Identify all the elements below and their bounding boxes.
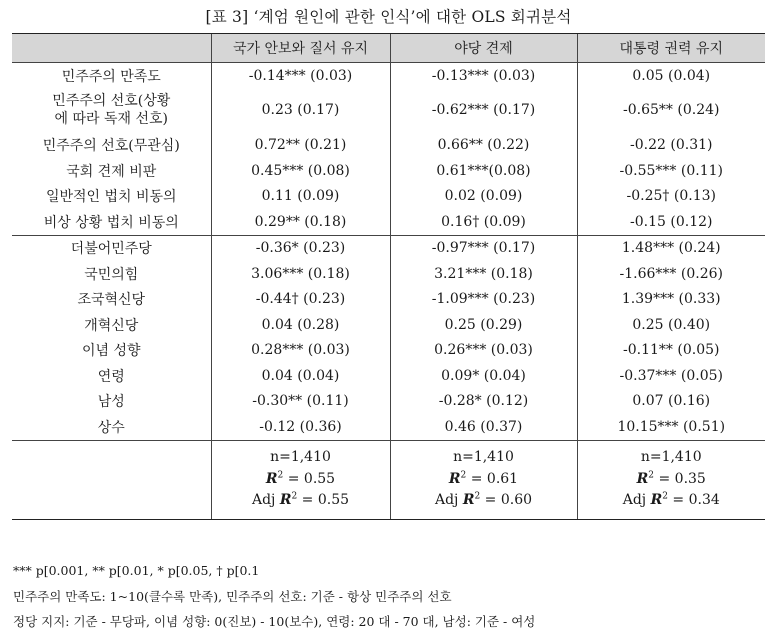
table-row: [12, 133, 765, 159]
coef-cell: 0.25 (0.40): [577, 312, 765, 338]
coef-cell: 0.11 (0.09): [211, 184, 390, 210]
coef-cell: 0.45*** (0.08): [211, 158, 390, 184]
coef-cell: 0.46 (0.37): [390, 414, 577, 440]
significance-note: *** p[0.001, ** p[0.01, * p[0.05, † p[0.1: [13, 563, 260, 578]
coef-cell: 0.04 (0.28): [211, 312, 390, 338]
header-cell-blank: [12, 34, 211, 63]
coding-note-democracy: 민주주의 만족도: 1~10(클수록 만족), 민주주의 선호: 기준 - 항상 민주주의 선호: [13, 589, 452, 604]
coef-cell: -0.12 (0.36): [211, 414, 390, 440]
coef-cell: 0.05 (0.04): [577, 63, 765, 89]
n-value: n=1,410: [453, 448, 514, 465]
coef-cell: 0.61***(0.08): [390, 158, 577, 184]
coef-cell: -0.15 (0.12): [577, 209, 765, 235]
coef-cell: 3.21*** (0.18): [390, 261, 577, 287]
table-row: [12, 338, 765, 364]
coef-cell: -0.37*** (0.05): [577, 363, 765, 389]
table-row: [12, 209, 765, 235]
row-label: 민주주의 선호(무관심): [42, 138, 180, 155]
table-row: [12, 158, 765, 184]
coef-cell: -1.66*** (0.26): [577, 261, 765, 287]
coef-cell: 0.72** (0.21): [211, 133, 390, 159]
table-row: [12, 312, 765, 338]
table-row: [12, 363, 765, 389]
header-cell-power: 대통령 권력 유지: [577, 34, 765, 63]
model-fit-row: [12, 440, 765, 519]
row-label: 조국혁신당: [77, 292, 146, 309]
row-label: 비상 상황 법치 비동의: [43, 214, 179, 231]
coef-cell: 0.07 (0.16): [577, 389, 765, 415]
table-row: [12, 389, 765, 415]
adj-r2-line: Adj $R^2 = 0.34$: [622, 491, 720, 509]
row-label: 국회 견제 비판: [66, 163, 157, 180]
coding-note-controls: 정당 지지: 기준 - 무당파, 이념 성향: 0(진보) - 10(보수), 연령: 20 대 - 70 대, 남성: 기준 - 여성: [13, 614, 536, 629]
coef-cell: 0.23 (0.17): [211, 89, 390, 133]
table-row: [12, 414, 765, 440]
table-row: [12, 235, 765, 261]
coef-cell: 0.02 (0.09): [390, 184, 577, 210]
coef-cell: -0.25† (0.13): [577, 184, 765, 210]
coef-cell: -0.30** (0.11): [211, 389, 390, 415]
table-row: [12, 63, 765, 89]
coef-cell: 1.48*** (0.24): [577, 235, 765, 261]
row-label: 상수: [97, 419, 125, 436]
row-label: 개혁신당: [84, 317, 139, 334]
coef-cell: 0.25 (0.29): [390, 312, 577, 338]
coef-cell: -0.62*** (0.17): [390, 89, 577, 133]
header-cell-opposition: 야당 견제: [390, 34, 577, 63]
coef-cell: 0.28*** (0.03): [211, 338, 390, 364]
adj-r2-line: Adj $R^2 = 0.60$: [434, 491, 533, 509]
table-title: [표 3] ‘계엄 원인에 관한 인식’에 대한 OLS 회귀분석: [205, 8, 572, 26]
fit-cell: [211, 440, 390, 519]
row-label: 연령: [97, 368, 125, 385]
coef-cell: 0.29** (0.18): [211, 209, 390, 235]
n-value: n=1,410: [270, 448, 331, 465]
r2-line: $R^2 = 0.35$: [636, 470, 706, 487]
row-label: 일반적인 법치 비동의: [45, 189, 177, 206]
coef-cell: -0.97*** (0.17): [390, 235, 577, 261]
coef-cell: -0.44† (0.23): [211, 287, 390, 313]
fit-cell: [577, 440, 765, 519]
header-row: [12, 34, 765, 63]
coef-cell: 1.39*** (0.33): [577, 287, 765, 313]
row-label: 국민의힘: [84, 266, 139, 283]
coef-cell: -0.13*** (0.03): [390, 63, 577, 89]
row-label: 민주주의 만족도: [61, 68, 161, 85]
table-row: [12, 261, 765, 287]
coef-cell: -0.55*** (0.11): [577, 158, 765, 184]
table-row: [12, 89, 765, 133]
coef-cell: 0.26*** (0.03): [390, 338, 577, 364]
header-cell-security: 국가 안보와 질서 유지: [211, 34, 390, 63]
coef-cell: -1.09*** (0.23): [390, 287, 577, 313]
coef-cell: -0.65** (0.24): [577, 89, 765, 133]
fit-cell: [390, 440, 577, 519]
coef-cell: -0.11** (0.05): [577, 338, 765, 364]
table-row: [12, 184, 765, 210]
coef-cell: -0.36* (0.23): [211, 235, 390, 261]
fit-label-blank: [12, 440, 211, 519]
r2-line: $R^2 = 0.61$: [448, 470, 519, 487]
r2-line: $R^2 = 0.55$: [265, 470, 336, 487]
row-label: 남성: [97, 394, 125, 411]
coef-cell: -0.22 (0.31): [577, 133, 765, 159]
row-label: 더불어민주당: [12, 235, 211, 261]
coef-cell: -0.28* (0.12): [390, 389, 577, 415]
coef-cell: 0.66** (0.22): [390, 133, 577, 159]
coef-cell: 3.06*** (0.18): [211, 261, 390, 287]
coef-cell: -0.14*** (0.03): [211, 63, 390, 89]
coef-cell: 0.16† (0.09): [390, 209, 577, 235]
coef-cell: 0.04 (0.04): [211, 363, 390, 389]
coef-cell: 10.15*** (0.51): [577, 414, 765, 440]
table-row: [12, 287, 765, 313]
row-label: 민주주의 선호(상황에 따라 독재 선호): [52, 93, 171, 127]
row-label: 이념 성향: [81, 343, 141, 360]
adj-r2-line: Adj $R^2 = 0.55$: [251, 491, 350, 509]
n-value: n=1,410: [640, 448, 702, 465]
ols-regression-table: [12, 33, 765, 520]
coef-cell: 0.09* (0.04): [390, 363, 577, 389]
